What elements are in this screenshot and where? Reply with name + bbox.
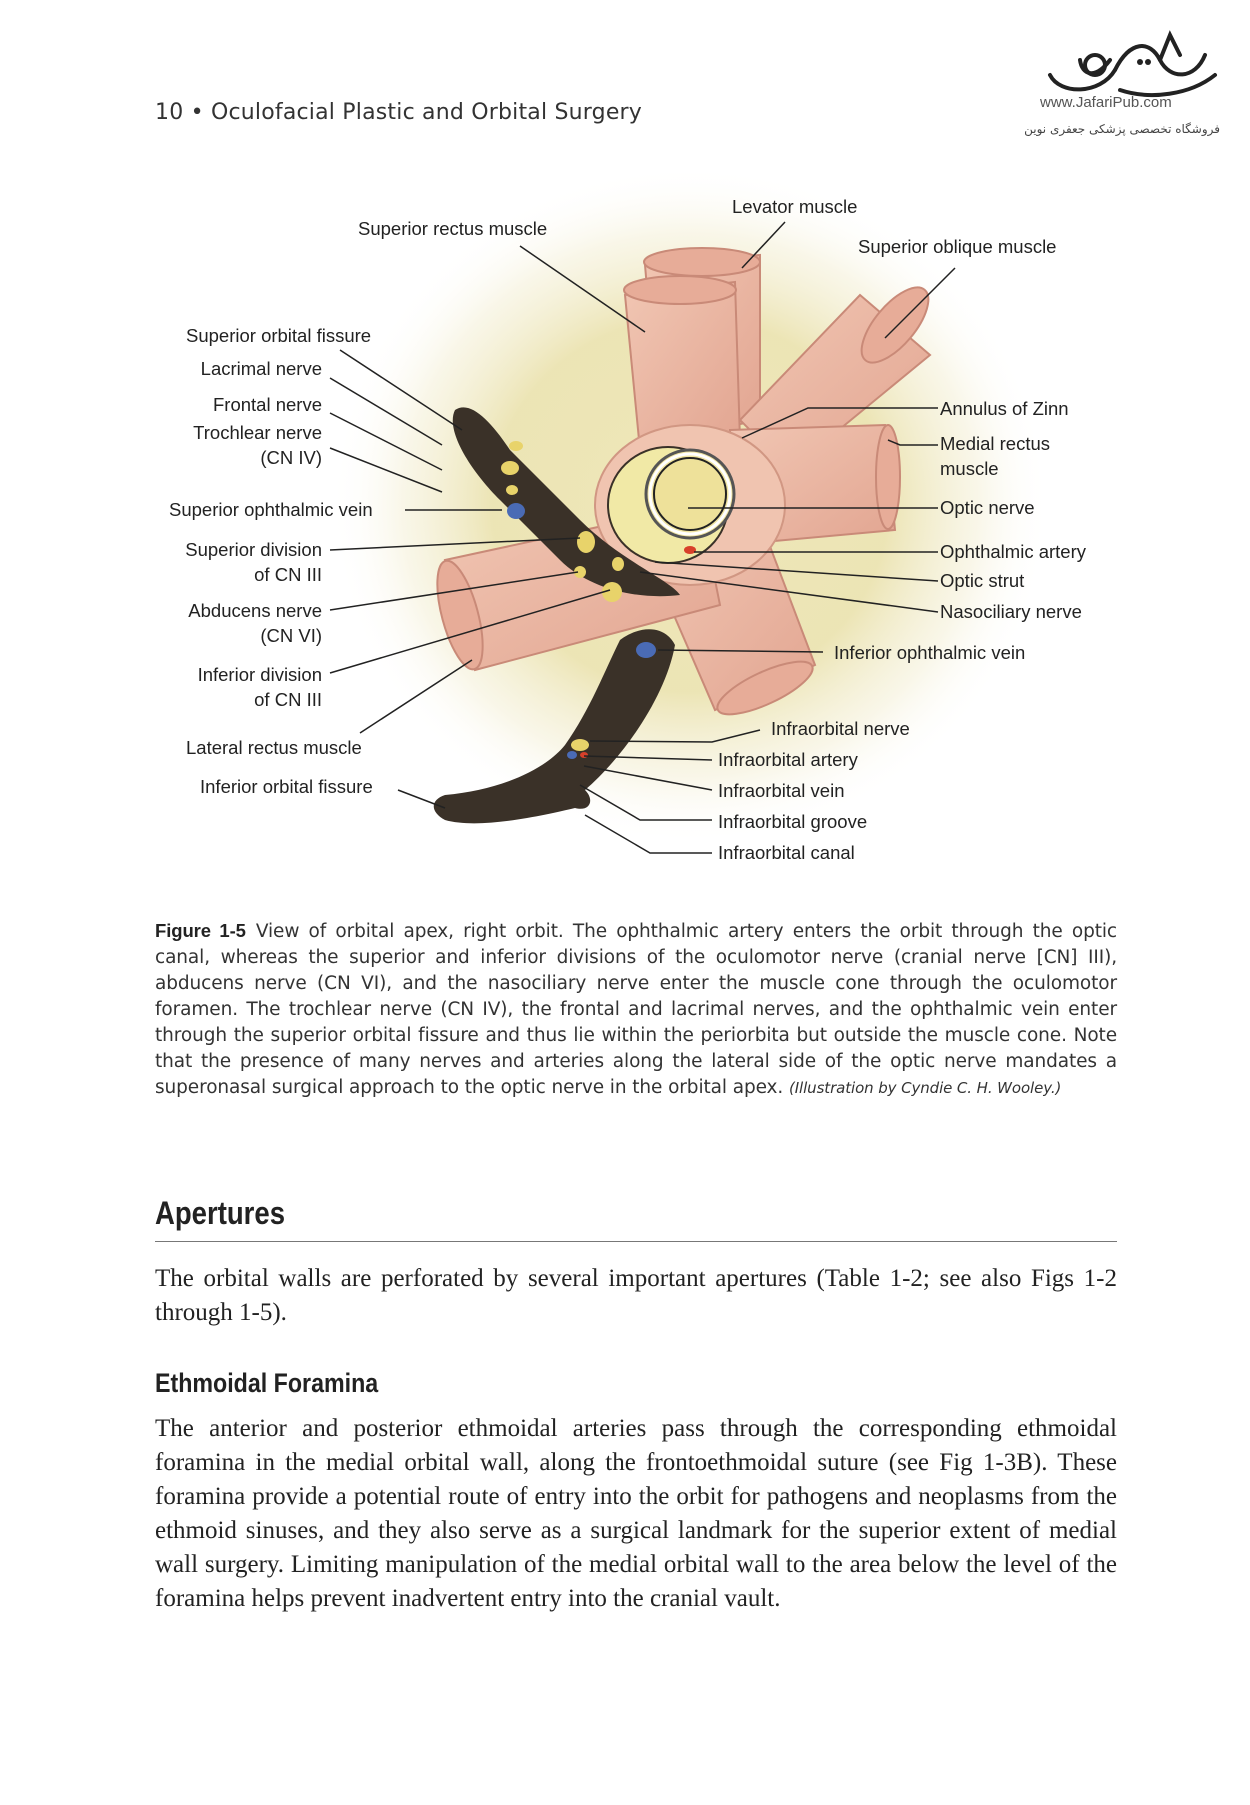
label-levator: Levator muscle [732, 196, 858, 217]
caption-text: View of orbital apex, right orbit. The ophthalmic artery enters the orbit through the optic canal, whereas the superior and inferior divisions of the oculomotor nerve (cranial nerve [CN] III), abducens nerve (CN VI), and the nasociliary nerve enter the muscle cone through the oculomotor foramen. The trochlear nerve (CN IV), the frontal and lacrimal nerves, and the ophthalmic vein enter through the superior orbital fissure and thus lie within the periorbita but outside the muscle cone. Note that the presence of many nerves and arteries along the lateral side of the optic nerve mandates a superonasal surgical approach to the optic nerve in the orbital apex. [155, 921, 1117, 1098]
label-infraorbital-groove: Infraorbital groove [718, 811, 868, 832]
label-inferior-division-cn: of CN III [254, 689, 322, 710]
label-infraorbital-canal: Infraorbital canal [718, 842, 855, 863]
section-heading: Apertures [155, 1195, 285, 1231]
infraorbital-artery-dot [580, 752, 588, 758]
label-frontal-nerve: Frontal nerve [213, 394, 322, 415]
label-infraorbital-vein: Infraorbital vein [718, 780, 845, 801]
figure-caption [155, 918, 1117, 1101]
label-inferior-ophthalmic-vein: Inferior ophthalmic vein [834, 642, 1026, 663]
label-nasociliary-nerve: Nasociliary nerve [940, 601, 1082, 622]
label-abducens-nerve: Abducens nerve [188, 600, 322, 621]
label-superior-orbital-fissure: Superior orbital fissure [186, 325, 372, 346]
label-optic-strut: Optic strut [940, 570, 1025, 591]
nasociliary-nerve-dot [612, 557, 624, 571]
label-lateral-rectus: Lateral rectus muscle [186, 737, 362, 758]
logo-subtitle: فروشگاه تخصصی پزشکی جعفری نوین [1024, 122, 1220, 136]
inferior-ophthalmic-vein-dot [636, 642, 656, 658]
figure-label: Figure 1-5 [155, 920, 246, 941]
infraorbital-nerve-dot [571, 739, 589, 751]
heading-rule [155, 1241, 1117, 1242]
orbital-apex-figure [0, 150, 1250, 890]
ophthalmic-artery-dot [684, 546, 696, 554]
label-trochlear-nerve: Trochlear nerve [193, 422, 322, 443]
logo-url: www.JafariPub.com [1040, 94, 1172, 111]
label-infraorbital-nerve: Infraorbital nerve [771, 718, 910, 739]
label-superior-ophthalmic-vein: Superior ophthalmic vein [169, 499, 373, 520]
infraorbital-vein-dot [567, 751, 577, 759]
subsection-paragraph: The anterior and posterior ethmoidal arteries pass through the corresponding ethmoidal foramina in the medial orbital wall, along the frontoethmoidal suture (see Fig 1-3B). These foramina provide a potential route of entry into the orbit for pathogens and neoplasms from the ethmoid sinuses, and they also serve as a surgical landmark for the superior extent of medial wall surgery. Limiting manipulation of the medial orbital wall to the area below the level of the foramina helps prevent inadvertent entry into the cranial vault. [155, 1415, 1117, 1612]
superior-rectus-muscle [624, 276, 740, 450]
label-superior-division-cn: of CN III [254, 564, 322, 585]
running-head: 10 • Oculofacial Plastic and Orbital Surgery [155, 100, 643, 125]
caption-credit: (Illustration by Cyndie C. H. Wooley.) [788, 1079, 1062, 1097]
label-inferior-orbital-fissure: Inferior orbital fissure [200, 776, 373, 797]
label-superior-oblique: Superior oblique muscle [858, 236, 1057, 257]
label-annulus-of-zinn: Annulus of Zinn [940, 398, 1069, 419]
label-medial-rectus-muscle: muscle [940, 458, 999, 479]
lacrimal-nerve-dot [509, 441, 523, 451]
label-trochlear-nerve-cn: (CN IV) [260, 447, 322, 468]
label-optic-nerve: Optic nerve [940, 497, 1035, 518]
trochlear-nerve-dot [506, 485, 518, 495]
label-superior-division: Superior division [185, 539, 322, 560]
label-medial-rectus: Medial rectus [940, 433, 1051, 454]
label-infraorbital-artery: Infraorbital artery [718, 749, 858, 770]
superior-ophthalmic-vein-dot [507, 503, 525, 519]
frontal-nerve-dot [501, 461, 519, 475]
superior-division-dot [577, 531, 595, 553]
label-ophthalmic-artery: Ophthalmic artery [940, 541, 1086, 562]
subsection-heading: Ethmoidal Foramina [155, 1368, 379, 1398]
label-inferior-division: Inferior division [197, 664, 322, 685]
label-lacrimal-nerve: Lacrimal nerve [200, 358, 322, 379]
section-intro: The orbital walls are perforated by several important apertures (Table 1-2; see also Figs 1-2 through 1-5). [155, 1265, 1117, 1326]
label-abducens-nerve-cn: (CN VI) [260, 625, 322, 646]
label-superior-rectus: Superior rectus muscle [358, 218, 548, 239]
